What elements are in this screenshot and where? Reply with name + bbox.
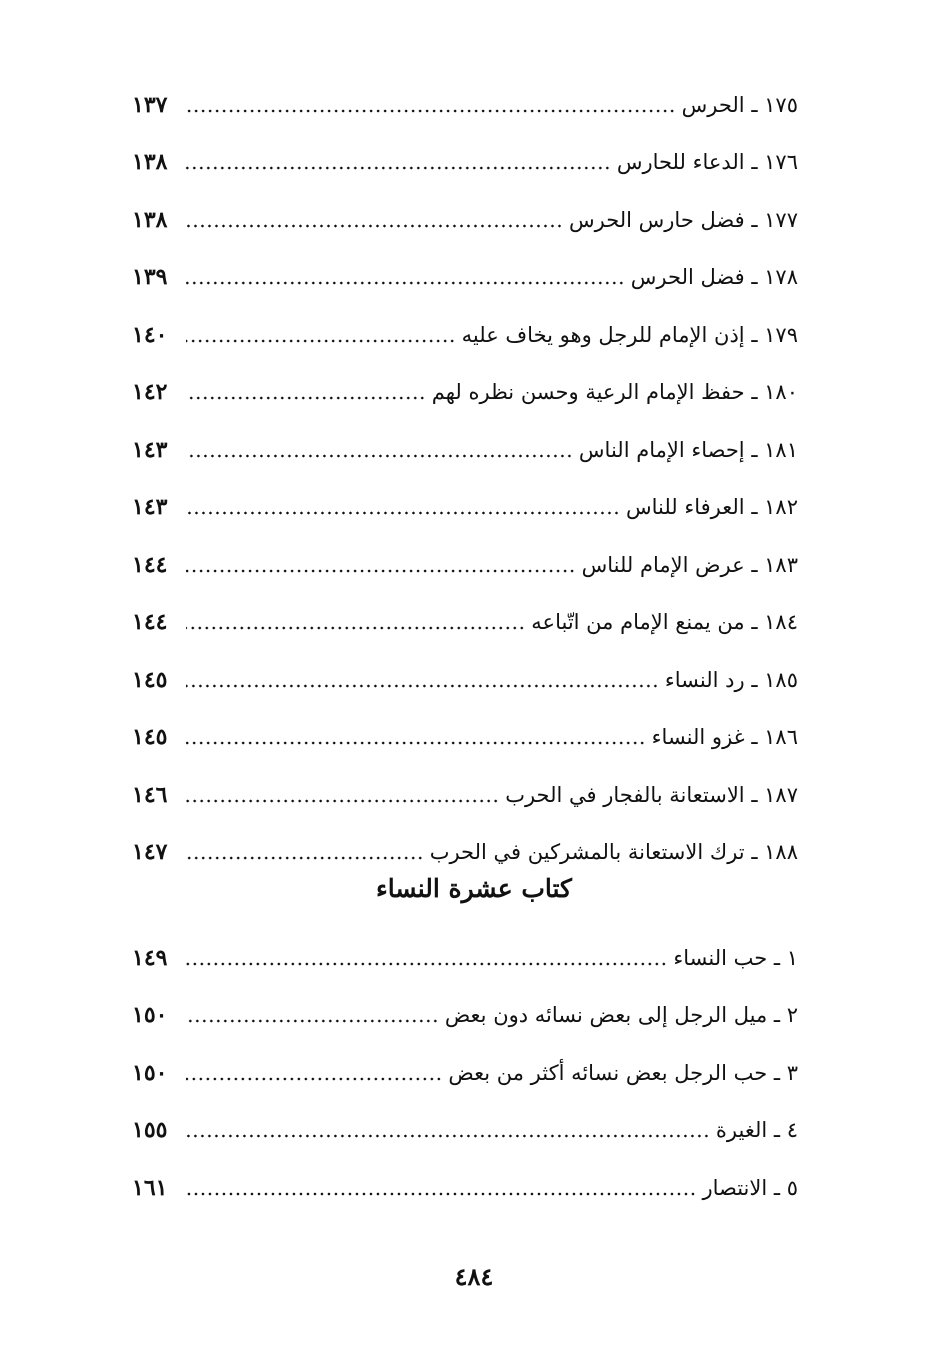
entry-page-number: ١٥٥ — [132, 1117, 168, 1144]
entry-page-number: ١٤٧ — [132, 839, 168, 866]
entry-number: ١٨٣ — [764, 552, 798, 577]
entry-page-number: ١٤٣ — [132, 494, 168, 521]
entry-number: ١٨٤ — [764, 610, 798, 635]
entry-title: إذن الإمام للرجل وهو يخاف عليه — [461, 322, 745, 347]
toc-entry-text — [682, 93, 798, 117]
entry-number: ١٧٩ — [764, 322, 798, 347]
dot-leader — [186, 1019, 439, 1023]
dot-leader — [186, 799, 499, 803]
entry-page-number: ١٤٢ — [132, 379, 168, 406]
entry-separator: ـ — [744, 437, 765, 462]
entry-number: ١٧٧ — [764, 207, 798, 232]
entry-number: ٣ — [786, 1060, 798, 1085]
toc-entry-text — [445, 1003, 798, 1027]
toc-entry-text — [569, 208, 798, 232]
toc-list-main — [0, 76, 948, 881]
entry-number: ١٧٥ — [764, 92, 798, 117]
entry-separator: ـ — [744, 207, 765, 232]
dot-leader — [186, 684, 659, 688]
entry-number: ٤ — [786, 1118, 798, 1143]
entry-page-number: ١٤٤ — [132, 609, 168, 636]
entry-number: ١٨٦ — [764, 725, 798, 750]
toc-entry-text — [579, 438, 798, 462]
entry-title: حب الرجل بعض نسائه أكثر من بعض — [448, 1060, 768, 1085]
toc-entry-183 — [0, 536, 948, 594]
dot-leader — [186, 511, 620, 515]
toc-entry-177 — [0, 191, 948, 249]
entry-title: حب النساء — [673, 945, 768, 970]
dot-leader — [186, 1192, 696, 1196]
section-heading: كتاب عشرة النساء — [376, 874, 572, 903]
toc-entry-text — [716, 1118, 798, 1142]
entry-separator: ـ — [767, 945, 787, 970]
entry-page-number: ١٤٠ — [132, 321, 168, 348]
entry-number: ١٨١ — [764, 437, 798, 462]
entry-page-number: ١٦١ — [132, 1174, 168, 1201]
toc-entry-185 — [0, 651, 948, 709]
toc-entry-text — [673, 946, 798, 970]
entry-title: فضل الحرس — [630, 265, 745, 290]
entry-title: رد النساء — [664, 667, 745, 692]
dot-leader — [186, 109, 676, 113]
dot-leader — [186, 454, 573, 458]
entry-page-number: ١٤٦ — [132, 781, 168, 808]
toc-entry-text — [432, 380, 798, 404]
entry-page-number: ١٣٧ — [132, 91, 168, 118]
entry-number: ١٨٧ — [764, 782, 798, 807]
entry-title: الدعاء للحارس — [616, 150, 745, 175]
entry-separator: ـ — [744, 782, 765, 807]
entry-separator: ـ — [744, 667, 765, 692]
entry-page-number: ١٣٩ — [132, 264, 168, 291]
entry-separator: ـ — [744, 150, 765, 175]
dot-leader — [186, 166, 611, 170]
entry-page-number: ١٣٨ — [132, 149, 168, 176]
entry-title: العرفاء للناس — [625, 495, 745, 520]
toc-entry-182 — [0, 479, 948, 537]
toc-entry-text — [531, 610, 798, 634]
toc-entry-text — [631, 265, 798, 289]
toc-list-women — [0, 929, 948, 1217]
dot-leader — [186, 856, 424, 860]
entry-title: إحصاء الإمام الناس — [578, 437, 745, 462]
dot-leader — [186, 224, 563, 228]
dot-leader — [186, 569, 576, 573]
dot-leader — [186, 741, 646, 745]
toc-entry-text — [582, 553, 798, 577]
entry-number: ١٨٥ — [764, 667, 798, 692]
entry-number: ١٨٠ — [764, 380, 798, 405]
toc-entry-176 — [0, 134, 948, 192]
entry-page-number: ١٣٨ — [132, 206, 168, 233]
dot-leader — [186, 626, 525, 630]
toc-entry-3 — [0, 1044, 948, 1102]
entry-separator: ـ — [744, 725, 765, 750]
toc-entry-text — [505, 783, 798, 807]
entry-separator: ـ — [744, 265, 765, 290]
toc-entry-text — [702, 1176, 798, 1200]
entry-page-number: ١٤٤ — [132, 551, 168, 578]
page-number: ٤٨٤ — [454, 1262, 494, 1291]
entry-separator: ـ — [744, 552, 765, 577]
entry-title: الانتصار — [702, 1175, 768, 1200]
entry-number: ١ — [786, 945, 798, 970]
entry-separator: ـ — [767, 1060, 787, 1085]
toc-entry-181 — [0, 421, 948, 479]
dot-leader — [186, 339, 456, 343]
entry-number: ١٧٨ — [764, 265, 798, 290]
entry-number: ١٨٨ — [764, 840, 798, 865]
entry-title: الحرس — [681, 92, 745, 117]
entry-separator: ـ — [767, 1175, 787, 1200]
entry-separator: ـ — [744, 840, 765, 865]
entry-separator: ـ — [767, 1003, 787, 1028]
toc-entry-text — [430, 840, 798, 864]
toc-entry-text — [462, 323, 798, 347]
toc-entry-text — [626, 495, 798, 519]
entry-page-number: ١٤٥ — [132, 666, 168, 693]
toc-entry-text — [448, 1061, 798, 1085]
entry-separator: ـ — [744, 92, 765, 117]
toc-entry-text — [665, 668, 798, 692]
dot-leader — [186, 1134, 710, 1138]
entry-title: ترك الاستعانة بالمشركين في الحرب — [429, 840, 745, 865]
entry-page-number: ١٤٣ — [132, 436, 168, 463]
entry-title: الغيرة — [715, 1118, 768, 1143]
toc-entry-179 — [0, 306, 948, 364]
entry-separator: ـ — [744, 610, 765, 635]
entry-page-number: ١٥٠ — [132, 1002, 168, 1029]
dot-leader — [186, 1077, 442, 1081]
entry-page-number: ١٥٠ — [132, 1059, 168, 1086]
toc-entry-1 — [0, 929, 948, 987]
dot-leader — [186, 281, 625, 285]
entry-title: حفظ الإمام الرعية وحسن نظره لهم — [431, 380, 745, 405]
entry-separator: ـ — [744, 495, 765, 520]
toc-entry-187 — [0, 766, 948, 824]
toc-entry-5 — [0, 1159, 948, 1217]
entry-title: عرض الإمام للناس — [581, 552, 745, 577]
toc-entry-175 — [0, 76, 948, 134]
toc-entry-2 — [0, 987, 948, 1045]
toc-entry-184 — [0, 594, 948, 652]
entry-number: ٢ — [786, 1003, 798, 1028]
toc-entry-text — [617, 150, 798, 174]
entry-separator: ـ — [744, 322, 765, 347]
toc-entry-180 — [0, 364, 948, 422]
entry-title: فضل حارس الحرس — [568, 207, 745, 232]
entry-title: من يمنع الإمام من اتّباعه — [531, 610, 745, 635]
entry-title: الاستعانة بالفجار في الحرب — [505, 782, 745, 807]
entry-number: ١٨٢ — [764, 495, 798, 520]
entry-page-number: ١٤٥ — [132, 724, 168, 751]
entry-separator: ـ — [767, 1118, 787, 1143]
toc-entry-186 — [0, 709, 948, 767]
toc-entry-text — [652, 725, 798, 749]
toc-entry-188 — [0, 824, 948, 882]
entry-title: غزو النساء — [651, 725, 745, 750]
dot-leader — [186, 962, 667, 966]
entry-page-number: ١٤٩ — [132, 944, 168, 971]
entry-title: ميل الرجل إلى بعض نسائه دون بعض — [444, 1003, 768, 1028]
entry-number: ٥ — [786, 1175, 798, 1200]
entry-separator: ـ — [744, 380, 765, 405]
entry-number: ١٧٦ — [764, 150, 798, 175]
toc-entry-178 — [0, 249, 948, 307]
dot-leader — [186, 396, 426, 400]
toc-entry-4 — [0, 1102, 948, 1160]
